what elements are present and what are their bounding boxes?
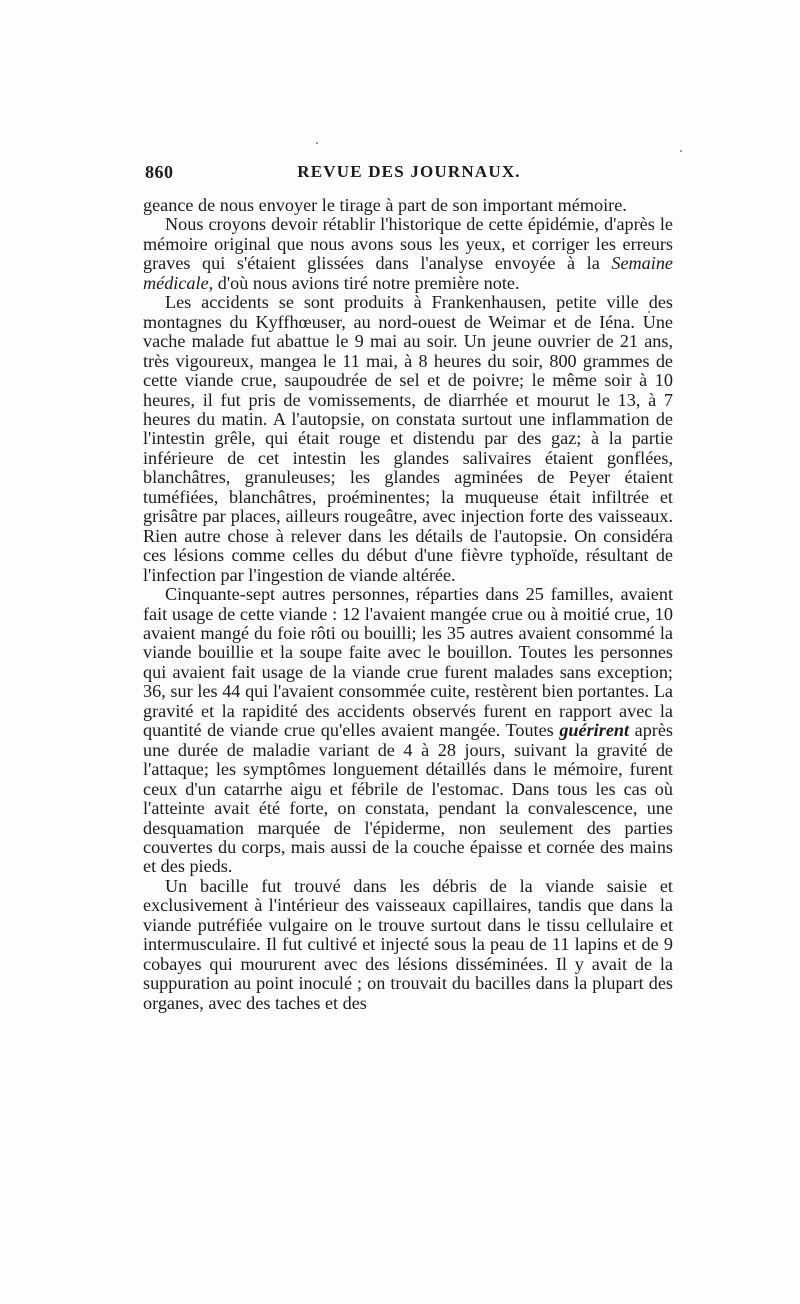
paragraph bbox=[143, 877, 673, 1013]
page-number: 860 bbox=[145, 162, 174, 182]
paragraph bbox=[143, 293, 673, 585]
paragraph bbox=[143, 585, 673, 877]
text-run: après une durée de maladie variant de 4 à 28 jours, suivant la gravité de l'attaque; les symptômes longuement détaillés dans le mémoire, furent ceux d'un catarrhe aigu et fébrile de l'estomac. Dans tous les cas où l'atteinte avait été forte, on constata, pendant la convalescence, une desquamation marquée de l'épiderme, non seulement des parties couvertes du corps, mais aussi de la couche épaisse et cornée des mains et des pieds. bbox=[143, 720, 673, 877]
running-head: REVUE DES JOURNAUX. bbox=[297, 162, 521, 181]
emphasized-word: guérirent bbox=[559, 720, 630, 741]
page-header bbox=[145, 162, 673, 188]
text-run: Nous croyons devoir rétablir l'historique de cette épidémie, d'après le mémoire original que nous avons sous les yeux, et corriger les erreurs graves qui s'étaient glissées dans l'analyse envoyée à la bbox=[143, 214, 673, 274]
text-run: geance de nous envoyer le tirage à part de son important mémoire. bbox=[143, 195, 627, 215]
text-run: Les accidents se sont produits à Frankenhausen, petite ville des montagnes du Kyffhœuser, au nord-ouest de Weimar et de Iéna. Une vache malade fut abattue le 9 mai au soir. Un jeune ouvrier de 21 ans, très vigoureux, mangea le 11 mai, à 8 heures du soir, 800 grammes de cette viande crue, saupoudrée de sel et de poivre; le même soir à 10 heures, il fut pris de vomissements, de diarrhée et mourut le 13, à 7 heures du matin. A l'autopsie, on constata surtout une inflammation de l'intestin grêle, qui était rouge et distendu par des gaz; à la partie inférieure de cet intestin les glandes salivaires étaient gonflées, blanchâtres, granuleuses; les glandes agminées de Peyer étaient tuméfiées, blanchâtres, proéminentes; la muqueuse était infiltrée et grisâtre par places, ailleurs rougeâtre, avec injection forte des vaisseaux. Rien autre chose à relever dans les détails de l'autopsie. On considéra ces lésions comme celles du début d'une fièvre typhoïde, résultant de l'infection par l'ingestion de viande altérée. bbox=[143, 292, 673, 585]
print-speck bbox=[680, 150, 682, 152]
paragraph bbox=[143, 196, 673, 215]
body-text bbox=[143, 196, 673, 1013]
text-run: Cinquante-sept autres personnes, réparties dans 25 familles, avaient fait usage de cette viande : 12 l'avaient mangée crue ou à moitié crue, 10 avaient mangé du foie rôti ou bouilli; les 35 autres avaient consommé la viande bouillie et la soupe faite avec le bouillon. Toutes les personnes qui avaient fait usage de la viande crue furent malades sans exception; 36, sur les 44 qui l'avaient consommée cuite, restèrent bien portantes. La gravité et la rapidité des accidents observés furent en rapport avec la quantité de viande crue qu'elles avaient mangée. Toutes bbox=[143, 584, 673, 741]
text-run: , d'où nous avions tiré notre première note. bbox=[208, 272, 520, 293]
print-speck bbox=[316, 142, 318, 144]
journal-title: Semaine médicale bbox=[143, 253, 673, 293]
text-run: Un bacille fut trouvé dans les débris de la viande saisie et exclusivement à l'intérieur des vaisseaux capillaires, tandis que dans la viande putréfiée vulgaire on le trouve surtout dans le tissu cellulaire et intermusculaire. Il fut cultivé et injecté sous la peau de 11 lapins et de 9 cobayes qui moururent avec des lésions disséminées. Il y avait de la suppuration au point inoculé ; on trouvait du bacilles dans la plupart des organes, avec des taches et des bbox=[143, 875, 673, 1013]
paragraph bbox=[143, 215, 673, 293]
